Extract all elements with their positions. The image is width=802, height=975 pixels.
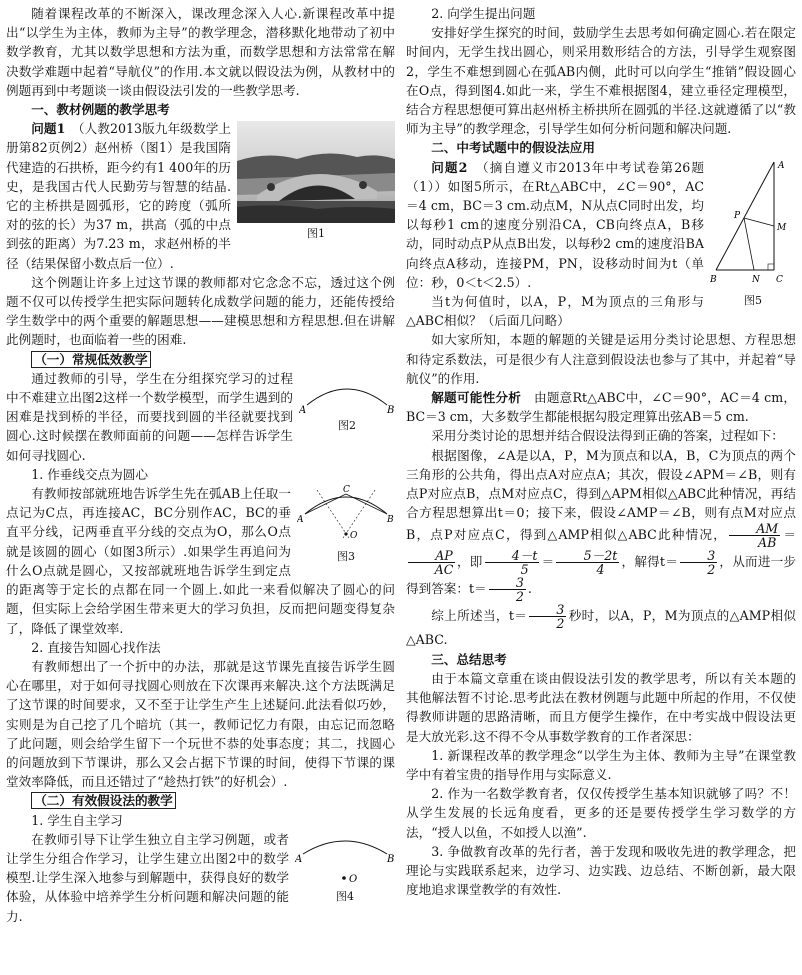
solution-text: 根据图像，∠A是以A，P，M为顶点和以A，B，C为顶点的两个三角形的公共角，得出点A对应点A；其次，假设∠APM＝∠B，则有点P对应点B，点M对应点C，得到△APM相似△ABC此种情况，再结合方程思想算出t＝0；接下来，假设∠AMP＝∠B，则有点M对应点B，点P对应点C，得到△AMP相似△ABC此种情况， (406, 447, 796, 543)
paragraph-after-q1: 这个例题让许多上过这节课的教师都对它念念不忘，透过这个例题不仅可以传授学生把实际问题转化成数学问题的能力，还能传授给学生数学中的两个重要的解题思想——建模思想和方程思想.但在讲解此例题时，也面临着一些的困难. (6, 274, 395, 348)
point-3: 3. 争做教育改革的先行者，善于发现和吸收先进的教学理念，把理论与实践联系起来，边学习、边实践、边总结、不断创新，最大限度地追求课堂教学的有效性. (406, 843, 796, 898)
question-2-para: 如大家所知，本题的解题的关键是运用分类讨论思想、方程思想和待定系数法，可是很少有人注意到假设法也参与了其中，并起着“导航仪”的作用. (406, 332, 796, 386)
fig5-label-n: N (752, 274, 760, 285)
point-1: 1. 新课程改革的教学理念“以学生为主体、教师为主导”在课堂教学中有着宝贵的指导作用与实际意义. (406, 747, 796, 782)
section1-title: 一、教材例题的教学思考 (31, 102, 170, 118)
summary-paragraph: 综上所述当，t＝ $\frac{3}{2}$ 秒时，以A，P，M为顶点的△AMP相似△ABC. (406, 602, 796, 648)
figure-2-arc (299, 375, 395, 415)
fig5-label-m: M (777, 222, 787, 233)
question-2-ask: 当t为何值时，以A，P，M为顶点的三角形与△ABC相似？（后面几问略） (406, 294, 704, 329)
item-2-title: 2. 直接告知圆心找作法 (31, 639, 161, 655)
fig5-label-c: C (776, 274, 783, 285)
fig4-label-a: A (295, 853, 303, 865)
question-1-label: 问题1 (31, 121, 66, 137)
eq1-joiner: ，即 (456, 554, 483, 570)
fig5-label-b: B (710, 274, 717, 285)
fig2-label-a: A (299, 404, 307, 415)
figure-4-arc (295, 832, 395, 886)
figure-5-triangle (710, 158, 796, 290)
fig3-label-o: O (350, 531, 358, 542)
figure-5-caption: 图5 (744, 293, 762, 307)
question-2-label: 问题2 (431, 159, 468, 175)
item-3-title: 1. 学生自主学习 (31, 812, 123, 828)
question-1-text: （人教2013版九年级数学上册第82页例2）赵州桥（图1）是我国隋代建造的石拱桥，距今约有1 400年的历史，是我国古代人民勤劳与智慧的结晶.它的主桥拱是圆弧形，它的跨度（弧所对的弦的长）为37 m，拱高（弧的中点到弦的距离）为7.23 m，求赵州桥的半径（结果保留小数点后一位）. (6, 121, 232, 271)
analysis-paragraph-2: 采用分类讨论的思想并结合假设法得到正确的答案，过程如下： (431, 428, 784, 444)
fig4-label-b: B (387, 853, 395, 865)
eq2-lhs-fraction: $\frac{5-2t}{4}$ (556, 549, 619, 576)
eq2-text-1: ，解得t＝ (621, 554, 679, 570)
item-2-text: 有教师想出了一个折中的办法，那就是这节课先直接告诉学生圆心在哪里，对于如何寻找圆心则放在下次课再来解决.这个方法既满足了这节课的时间要求，又不至于让学生产生上述疑问.此法看似巧妙，实则是为自己挖了几个暗坑（其一，教师记忆力有限，由忘记而忽略了此问题，则会给学生留下一个玩世不恭的处事态度；其二，找圆心的问题放到下节课讲，那么又会占据下节课的时间，使得下节课的课堂效率降低，而且还错过了“趁热打铁”的好机会）. (6, 658, 395, 790)
bridge-photo (237, 121, 395, 223)
item-3-text: 在教师引导下让学生独立自主学习例题，或者让学生分组合作学习，让学生建立出图2中的数学模型.让学生深入地参与到解题中，获得良好的数学体验，从体验中培养学生分析问题和解决问题的能力. (6, 831, 289, 924)
figure-2 (299, 375, 395, 433)
right-column (406, 4, 796, 899)
figure-1 (237, 121, 395, 241)
section3-title: 三、总结思考 (431, 651, 507, 667)
eq1-rhs-fraction: $\frac{4-t}{5}$ (485, 549, 540, 576)
item-4-text: 安排好学生探究的时间，鼓励学生去思考如何确定圆心.若在限定时间内，无学生找出圆心，则采用数形结合的方法，引导学生观察图2，学生不难想到圆心在弧AB内侧，此时可以向学生“推销”假设圆心在O点，得到图4.如此一来，学生不难根据图4，建立垂径定理模型，结合方程思想便可算出赵州桥主桥拱所在圆弧的半径.这就遵循了以“教师为主导”的教学理念，引导学生如何分析问题和解决问题. (406, 25, 796, 137)
eq2-answer-fraction: $\frac{3}{2}$ (489, 576, 526, 603)
fig3-label-c: C (343, 485, 350, 496)
analysis-label: 解题可能性分析 (431, 390, 522, 406)
analysis-text: 由题意Rt△ABC中，∠C＝90°，AC＝4 cm，BC＝3 cm，大多数学生都能根据勾股定理算出弦AB＝5 cm. (406, 390, 797, 425)
fig3-label-b: B (387, 515, 394, 526)
fig5-label-a: A (778, 160, 785, 171)
item-4-title: 2. 向学生提出问题 (431, 6, 536, 21)
point-2: 2. 作为一名数学教育者，仅仅传授学生基本知识就够了吗？不！从学生发展的长远角度看，更多的还是要传授学生学习数学的方法，“授人以鱼，不如授人以渔”. (406, 786, 796, 840)
eq1-lhs-fraction: $\frac{AM}{AB}$ (729, 522, 780, 549)
conclusion-paragraph: 由于本篇文章重在谈由假设法引发的教学思考，所以有关本题的其他解法暂不讨论.思考此法在教材例题与此题中所起的作用，不仅使得教师讲题的思路清晰，而且方便学生操作，在中考实战中假设法更是大放光彩.这不得不令从事数学教育的工作者深思： (406, 670, 796, 744)
item-1-title: 1. 作垂线交点为圆心 (31, 466, 148, 482)
figure-4 (295, 832, 395, 904)
figure-3-diagram (297, 484, 395, 546)
eq1-mid-fraction: $\frac{AP}{AC}$ (408, 549, 455, 576)
figure-1-caption: 图1 (307, 227, 325, 241)
intro-paragraph: 随着课程改革的不断深入，课改理念深入人心.新课程改革中提出“以学生为主体，教师为主导”的教学理念，潜移默化地带动了初中数学教育，尤其以数学思想和方法为重，而数学思想和方法常常在解决数学难题中起着“导航仪”的作用.本文就以假设法为例，从教材中的例题再到中考题谈一谈由假设法引发的一些教学思考. (6, 6, 395, 98)
eq2-text-2: ，从而进一步得到答案：t＝ (406, 554, 797, 597)
fig4-label-o: O (349, 873, 358, 885)
question-2-text: （摘自遵义市2013年中考试卷第26题（1））如图5所示，在Rt△ABC中，∠C＝90°，AC＝4 cm，BC＝3 cm.动点M，N从点C同时出发，均以每秒1 cm的速度分别沿CA，CB向终点A，B移动，同时动点P从点B出发，以每秒2 cm的速度沿BA向终点A移动，连接PM，PN，设移动时间为t（单位：秒，0＜t＜2.5）. (406, 159, 705, 290)
subsection-1-text: 通过教师的引导，学生在分组探究学习的过程中不难建立出图2这样一个数学模型，而学生遇到的困难是找到桥的半径，而要找到圆的半径就要找到圆心.这时候摆在教师面前的问题——怎样告诉学生如何寻找圆心. (6, 370, 293, 463)
figure-5 (710, 158, 796, 308)
summary-fraction: $\frac{3}{2}$ (529, 603, 566, 630)
section2-title: 二、中考试题中的假设法应用 (431, 140, 595, 156)
fig5-label-p: P (734, 210, 741, 221)
figure-3 (297, 484, 395, 564)
item-1-text: 有教师按部就班地告诉学生先在弧AB上任取一点记为C点，再连接AC，BC分别作AC，BC的垂直平分线，记两垂直平分线的交点为O，那么O点就是该圆的圆心（如图3所示）.如果学生再追问为什么O点就是圆心，又按部就班地告诉学生到定点的距离等于定长的点都在同一个圆上.如此一来看似解决了圆心的问题，但实际上会给学困生带来更大的学习负担，反而把问题变得复杂了，降低了课堂效率. (6, 486, 395, 636)
figure-3-caption: 图3 (337, 550, 355, 564)
eq2-t-fraction: $\frac{3}{2}$ (680, 549, 717, 576)
fig3-label-a: A (297, 515, 304, 526)
fig2-label-b: B (387, 404, 395, 415)
solution-paragraph: 根据图像，∠A是以A，P，M为顶点和以A，B，C为顶点的两个三角形的公共角，得出点A对应点A；其次，假设∠APM＝∠B，则有点P对应点B，点M对应点C，得到△APM相似△ABC此种情况，再结合方程思想算出t＝0；接下来，假设∠AMP＝∠B，则有点M对应点B，点P对应点C，得到△AMP相似△ABC此种情况， $\frac{AM}{AB}$ ＝ $\frac{AP}{AC}$ ，即 $\frac{4-t}{5}$ ＝ $\frac{5-2t}{4}$ ，解得t＝ $\frac{3}{2}$ ，从而进一步得到答案：t＝ $\frac{3}{2}$ . (406, 447, 797, 605)
analysis-paragraph (406, 388, 796, 426)
left-column (6, 4, 395, 926)
figure-2-caption: 图2 (338, 418, 356, 432)
subsection-1-title: （一）常规低效教学 (6, 350, 395, 369)
subsection-2-title: （二）有效假设法的教学 (6, 791, 395, 810)
figure-4-caption: 图4 (336, 889, 354, 903)
